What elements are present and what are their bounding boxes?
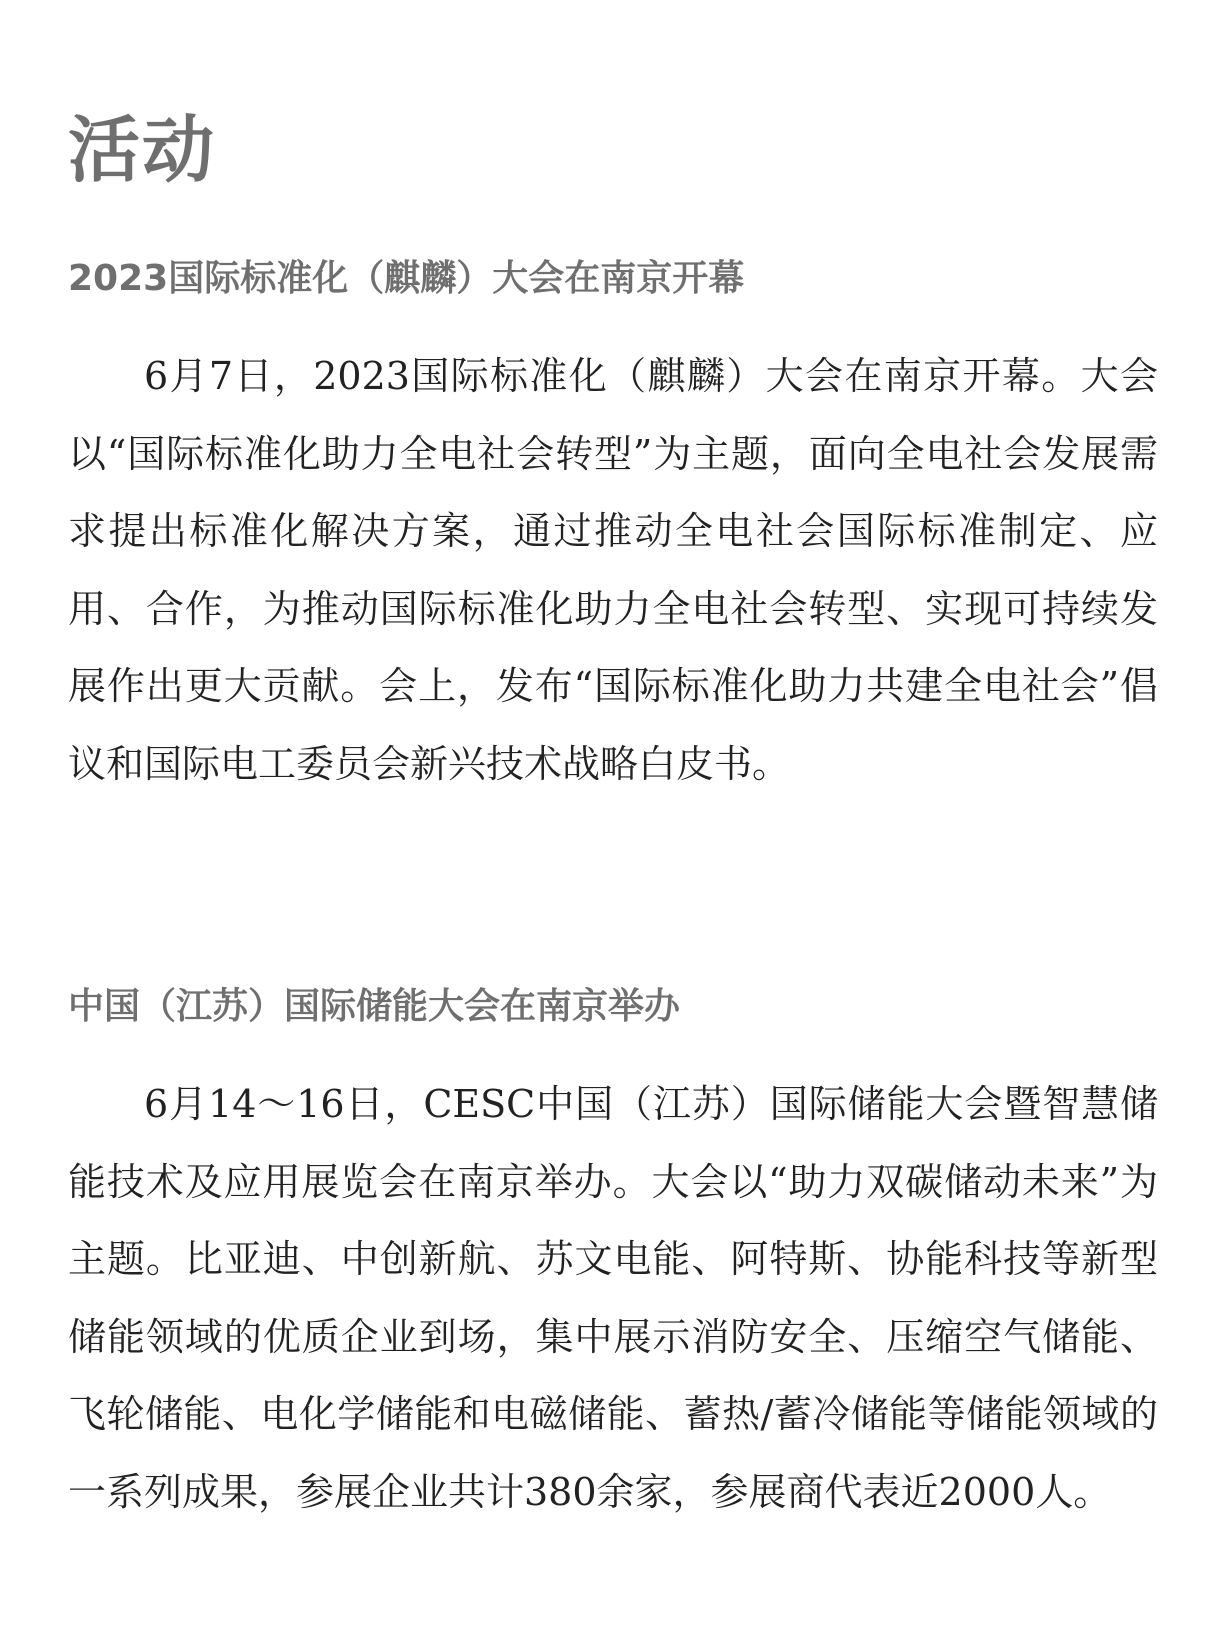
article-headline: 2023国际标准化（麒麟）大会在南京开幕 <box>68 258 745 299</box>
article-body: 6月7日，2023国际标准化（麒麟）大会在南京开幕。大会以“国际标准化助力全电社会转型”为主题，面向全电社会发展需求提出标准化解决方案，通过推动全电社会国际标准制定、应用、合作，为推动国际标准化助力全电社会转型、实现可持续发展作出更大贡献。会上，发布“国际标准化助力共建全电社会”倡议和国际电工委员会新兴技术战略白皮书。 <box>68 354 1158 786</box>
article-body: 6月14～16日，CESC中国（江苏）国际储能大会暨智慧储能技术及应用展览会在南京举办。大会以“助力双碳储动未来”为主题。比亚迪、中创新航、苏文电能、阿特斯、协能科技等新型储能领域的优质企业到场，集中展示消防安全、压缩空气储能、飞轮储能、电化学储能和电磁储能、蓄热/蓄冷储能等储能领域的一系列成果，参展企业共计380余家，参展商代表近2000人。 <box>68 1082 1158 1514</box>
section-title: 活动 <box>68 108 217 192</box>
article-headline: 中国（江苏）国际储能大会在南京举办 <box>68 986 681 1027</box>
article-iso-conference <box>68 254 1158 803</box>
article-energy-storage-conference <box>68 982 1158 1531</box>
